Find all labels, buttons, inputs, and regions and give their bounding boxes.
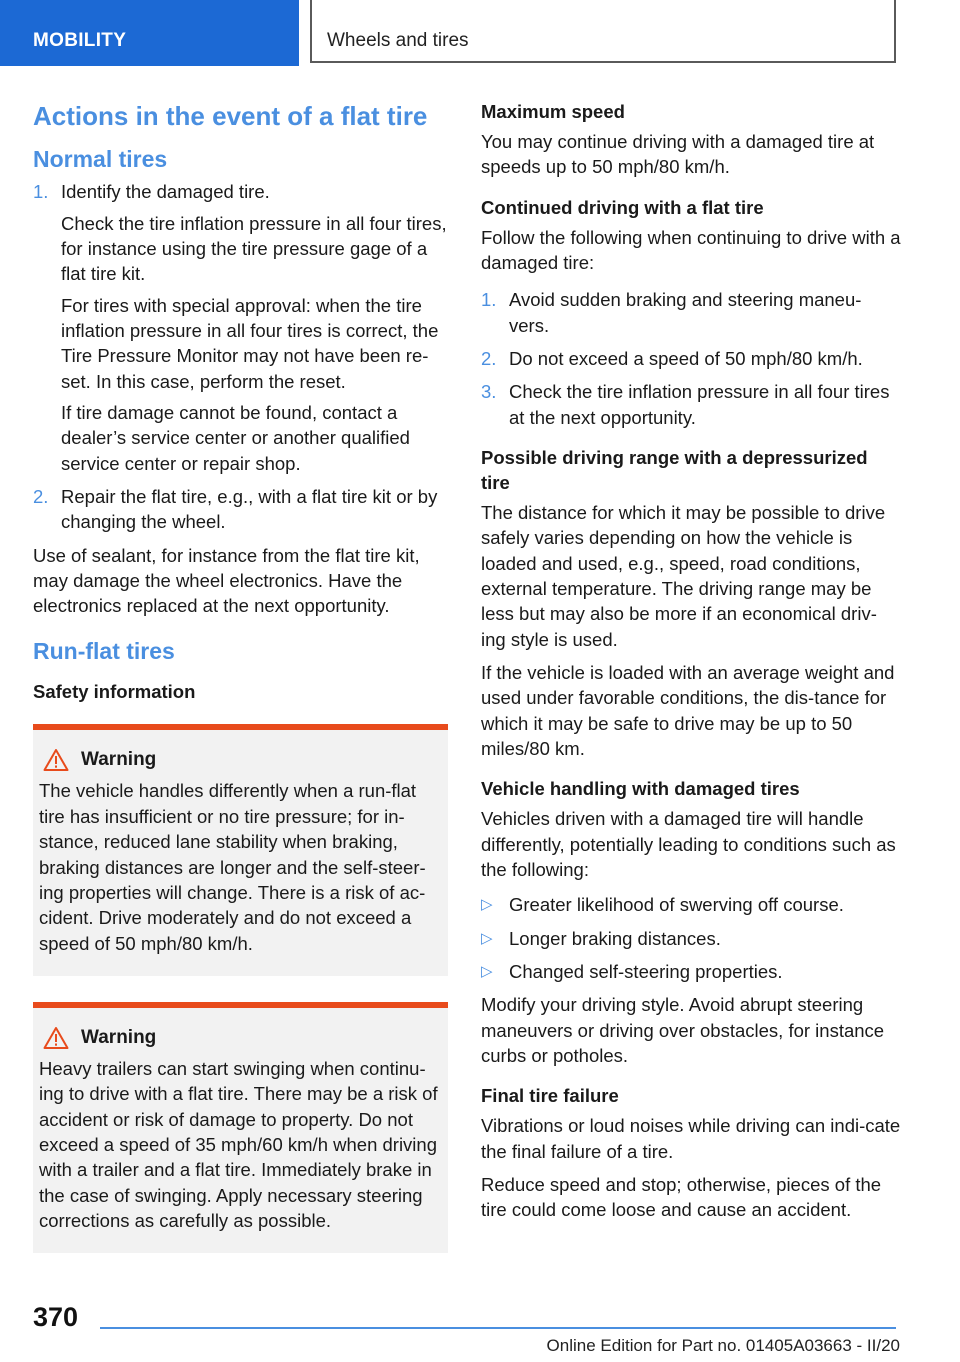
step-text: Avoid sudden braking and steering maneu-vers. [509,289,862,336]
continued-driving-text: Follow the following when continuing to drive with a damaged tire: [481,226,901,273]
chapter-tab: Wheels and tires [310,0,896,63]
driving-range-heading: Possible driving range with a depressurized tire [481,447,868,493]
step-text: Check the tire inflation pressure in all four tires at the next opportunity. [509,381,890,428]
step-text: For tires with special approval: when the tire inflation pressure in all four tires is correct, the Tire Pressure Monitor may not have been re-set. In this case, perform the reset. [61,294,439,392]
step-text: If tire damage cannot be found, contact a dealer’s service center or another qualified service center or repair shop. [61,402,410,474]
right-column [481,100,901,1231]
left-column [33,100,448,1265]
list-number: 1. [481,289,497,311]
sealant-note: Use of sealant, for instance from the flat tire kit, may damage the wheel electronics. Have the electronics replaced at the next opportunity. [33,544,420,617]
warning-triangle-icon [43,1026,69,1050]
safety-heading: Safety information [33,680,196,702]
driving-range-text: The distance for which it may be possible to drive safely varies depending on how the vehicle is loaded and used, e.g., speed, road conditions, external temperature. The driving range may be less but may also be more if an economical driv-ing style is used. [481,501,886,650]
list-number: 2. [33,486,49,508]
warning-label: Warning [81,1026,157,1048]
warning-box [33,724,448,975]
warning-text: The vehicle handles differently when a run-flat tire has insufficient or no tire pressure; for in-stance, reduced lane stability when braking, braking distances are longer and the self-steer-ing properties will change. There is a risk of ac-cident. Drive moderately and do not exceed a speed of 50 mph/80 km/h. [39,780,426,954]
final-failure-heading: Final tire failure [481,1085,619,1107]
list-item [481,346,901,371]
vehicle-handling-heading: Vehicle handling with damaged tires [481,778,800,800]
list-item [481,379,901,430]
edition-text: Online Edition for Part no. 01405A03663 - II/20 [546,1336,900,1355]
final-failure-text: Reduce speed and stop; otherwise, pieces of the tire could come loose and cause an accident. [481,1174,882,1221]
page-title: Actions in the event of a flat tire [33,101,428,131]
warning-label: Warning [81,749,157,771]
warning-triangle-icon [43,748,69,772]
max-speed-text: You may continue driving with a damaged tire at speeds up to 50 mph/80 km/h. [481,130,875,178]
bullet-triangle-icon: ▷ [481,929,493,947]
normal-tires-heading: Normal tires [33,145,168,172]
bullet-text: Greater likelihood of swerving off course. [509,894,844,916]
bullet-text: Changed self-steering properties. [509,961,783,983]
final-failure-text: Vibrations or loud noises while driving can indi-cate the final failure of a tire. [481,1115,901,1162]
list-item [481,959,901,984]
step-text: Repair the flat tire, e.g., with a flat tire kit or by changing the wheel. [61,486,438,533]
driving-range-text: If the vehicle is loaded with an average weight and used under favorable conditions, the dis-tance for which it may be safe to drive may be up to 50 miles/80 km. [481,662,895,760]
list-number: 3. [481,381,497,403]
vehicle-handling-text: Vehicles driven with a damaged tire will handle differently, potentially leading to conditions such as the following: [481,808,896,881]
max-speed-heading: Maximum speed [481,101,625,122]
step-text: Do not exceed a speed of 50 mph/80 km/h. [509,348,863,369]
list-number: 1. [33,181,49,203]
list-number: 2. [481,348,497,369]
bullet-triangle-icon: ▷ [481,896,493,914]
bullet-triangle-icon: ▷ [481,963,493,981]
page-header [0,0,960,66]
list-item [481,287,901,338]
list-item [33,179,448,476]
page-number: 370 [33,1302,79,1332]
run-flat-heading: Run-flat tires [33,637,175,664]
list-item [33,484,448,535]
section-tab: MOBILITY [0,0,299,66]
step-text: Identify the damaged tire. [61,181,270,203]
footer-divider [100,1327,896,1329]
warning-text: Heavy trailers can start swinging when continu-ing to drive with a flat tire. There may be a risk of accident or risk of damage to property. Do not exceed a speed of 35 mph/60 km/h when driving with a trailer and a flat tire. Immediately brake in the case of swinging. Apply necessary steering corrections as carefully as possible. [39,1057,438,1231]
continued-driving-heading: Continued driving with a flat tire [481,196,764,218]
list-item [481,926,901,951]
handling-advice: Modify your driving style. Avoid abrupt steering maneuvers or driving over obstacles, for instance curbs or potholes. [481,994,885,1067]
bullet-text: Longer braking distances. [509,927,721,949]
list-item [481,892,901,917]
step-text: Check the tire inflation pressure in all four tires, for instance using the tire pressure gage of a flat tire kit. [61,212,447,285]
warning-box [33,1002,448,1253]
